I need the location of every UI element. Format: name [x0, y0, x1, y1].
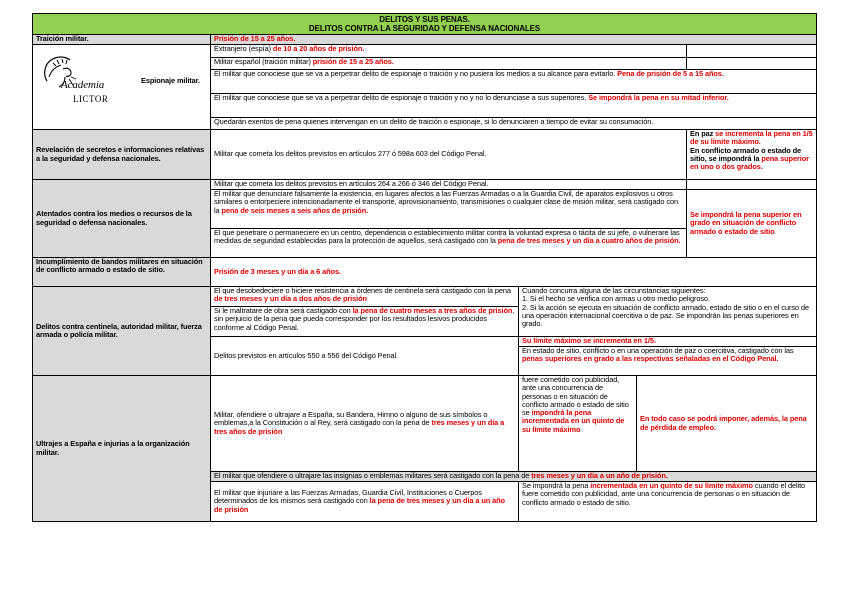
- category-centinela: Delitos contra centinela, autoridad militar, fuerza armada o policía militar.: [33, 287, 211, 376]
- revelacion-paz: En paz se incrementa la pena en 1/5 de su límite máximo.: [690, 129, 813, 147]
- centinela-articulos: Delitos previstos en artículos 550 a 556 del Código Penal.: [211, 337, 519, 376]
- centinela-estado: En estado de sitio, conflicto o en una operación de paz o coercitiva, castigado con las penas superiores en grado a las respectivas señaladas en el Código Penal.: [519, 347, 817, 376]
- revelacion-agravantes: [687, 130, 817, 180]
- centinela-maltratare: Si le maltratare de obra será castigado con la pena de cuatro meses a tres años de prisión, sin perjuicio de la pena que pueda corresponder por los resultados lesivos producidos conforme al Código Penal.: [211, 307, 519, 337]
- category-ultrajes: Ultrajes a España e injurias a la organización militar.: [33, 376, 211, 522]
- revelacion-desc: Militar que cometa los delitos previstos en artículos 277 ó 598a 603 del Código Penal.: [211, 130, 687, 180]
- bandos-pena: Prisión de 3 meses y un día a 6 años.: [211, 258, 817, 287]
- category-espionaje: [33, 45, 211, 130]
- header-subtitle: DELITOS CONTRA LA SEGURIDAD Y DEFENSA NACIONALES: [308, 24, 541, 33]
- category-atentados: Atentados contra los medios o recursos de la seguridad o defensa nacionales.: [33, 180, 211, 258]
- ultrajes-insignias: El militar que ofendiere o ultrajare las insignias o emblemas militares será castigado con la pena de tres meses y un día a un año de prisión.: [211, 472, 817, 482]
- category-revelacion: Revelación de secretos e informaciones relativas a la seguridad y defensa nacionales.: [33, 130, 211, 180]
- espionaje-label: Espionaje militar.: [141, 76, 200, 85]
- atentados-penetrare: El que penetrare o permaneciere en un centro, dependencia o establecimiento militar contra la voluntad expresa o tácita de su jefe, o vulnerare las medidas de seguridad establecidas para la protección de aquellos, será castigado con la pena de tres meses y un día a cuatro años de prisión.: [211, 229, 687, 258]
- table-header: [33, 14, 817, 35]
- empty-cell: [687, 180, 817, 190]
- espionaje-conociese: El militar que conociese que se va a perpetrar delito de espionaje o traición y no pusiera los medios a su alcance para evitarlo. Pena de prisión de 5 a 15 años.: [211, 70, 817, 94]
- atentados-denunciare: El militar que denunciare falsamente la existencia, en lugares afectos a las Fuerzas Armadas o a la Guardia Civil, de aparatos explosivos u otros similares o entorpeciere intencionadamente el transporte, aprovisionamiento, transmisiones o cualquier clase de misión militar, será castigado con la pena de seis meses a seis años de prisión.: [211, 190, 687, 229]
- espionaje-extranjero: Extranjero (espía) de 10 a 20 años de prisión.: [211, 45, 687, 58]
- ultrajes-publicidad: fuere cometido con publicidad, ante una concurrencia de personas o en situación de conflicto armado o estado de sitio se impondrá la pena incrementada en un quinto de su límite máximo: [519, 376, 637, 472]
- centinela-limite: Su límite máximo se incrementa en 1/5.: [519, 337, 817, 347]
- revelacion-conflicto: En conflicto armado o estado de sitio, se impondrá la pena superior en uno o dos grados.: [690, 145, 809, 172]
- empty-cell: [687, 57, 817, 70]
- atentados-articulos: Militar que cometa los delitos previstos en artículos 264 a 266 ó 346 del Código Penal.: [211, 180, 687, 190]
- centinela-desobedeciere: El que desobedeciere o hiciere resistencia a órdenes de centinela será castigado con la pena de tres meses y un día a dos años de prisión: [211, 287, 519, 307]
- header-title: DELITOS Y SUS PENAS.: [379, 15, 470, 24]
- espionaje-exentos: Quedarán exentos de pena quienes intervengan en un delito de traición o espionaje, si lo denunciaren a tiempo de evitar su consumación.: [211, 117, 817, 130]
- ultrajes-quinto: Se impondrá la pena incrementada en un quinto de su límite máximo cuando el delito fuere cometido con publicidad, ante una concurrencia de personas o en situación de conflicto armado o estado de sitio.: [519, 482, 817, 522]
- logo-name: Academia: [61, 79, 105, 91]
- logo-sub: LICTOR: [73, 94, 109, 104]
- centinela-circunstancias: Cuando concurra alguna de las circunstancias siguientes: 1. Si el hecho se verifica con armas u otro medio peligroso. 2. Si la acción se ejecuta en situación de conflicto armado, estado de sitio o en el curso de una operación internacional coercitiva o de paz. Se impondrán las penas superiores en grado.: [519, 287, 817, 337]
- category-bandos: Incumplimiento de bandos militares en situación de conflicto armado o estado de sitio.: [33, 258, 211, 287]
- empty-cell: [687, 45, 817, 58]
- espionaje-denuncia: El militar que conociese que se va a perpetrar delito de espionaje o traición y no y no lo denunciase a sus superiores. Se impondrá la pena en su mitad inferior.: [211, 93, 817, 117]
- ultrajes-injuriare: El militar que injuriare a las Fuerzas Armadas, Guardia Civil, Instituciones o Cuerpos determinados de los mismos será castigado con la pena de tres meses y un día a un año de prisión: [211, 482, 519, 522]
- ultrajes-empleo: En todo caso se podrá imponer, además, la pena de pérdida de empleo.: [637, 376, 817, 472]
- category-traicion: Traición militar.: [33, 35, 211, 45]
- crimes-table: [32, 13, 817, 522]
- ultrajes-ofendiere: Militar, ofendiere o ultrajare a España, su Bandera, Himno o alguno de sus símbolos o emblemas,a la Constitución o al Rey, será castigado con la pena de tres meses y un día a tres años de prisión: [211, 376, 519, 472]
- traicion-pena: Prisión de 15 a 25 años.: [211, 35, 817, 45]
- atentados-agravante: Se impondrá la pena superior en grado en situación de conflicto armado o estado de sitio: [687, 190, 817, 258]
- espionaje-espanol: Militar español (traición militar) prisión de 15 a 25 años.: [211, 57, 687, 70]
